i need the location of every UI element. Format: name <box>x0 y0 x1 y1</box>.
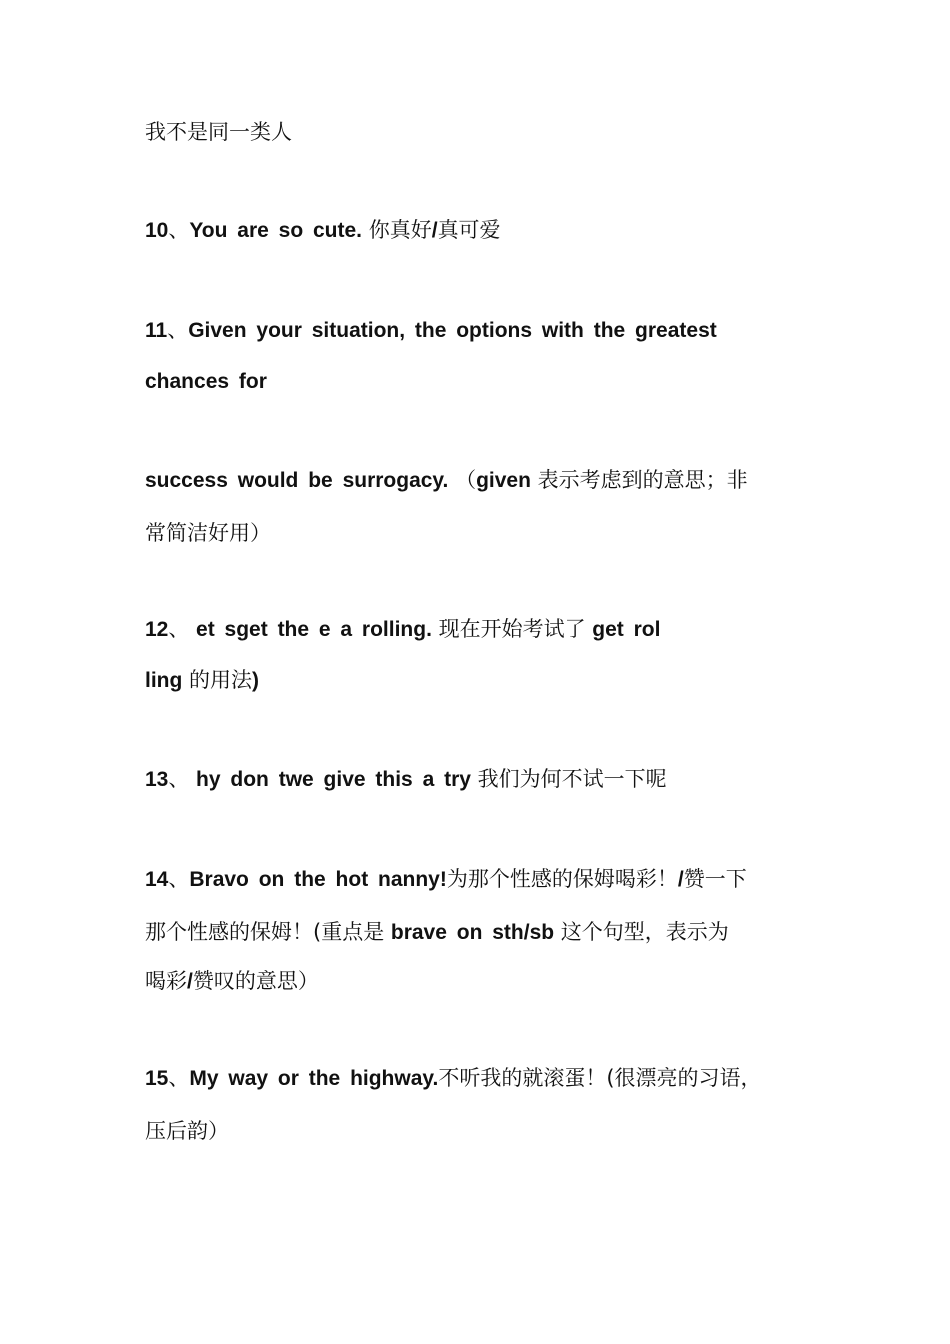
text-run: 、 <box>168 767 197 791</box>
text-run: 12 <box>145 618 169 641</box>
text-run: 常简洁好用） <box>145 521 271 545</box>
text-run: 、 <box>168 1066 190 1090</box>
text-line <box>145 366 815 397</box>
text-line <box>145 864 815 895</box>
text-run: 我不是同一类人 <box>145 120 292 144</box>
text-run: Given your situation, the options with the greatest <box>188 319 717 342</box>
text-run: You are so cute. <box>189 219 363 242</box>
text-run: 10 <box>145 219 169 242</box>
text-run: 现在开始考试了 <box>431 617 593 641</box>
text-run: 这个句型，表示为 <box>554 920 729 944</box>
text-run: 、 <box>168 218 190 242</box>
text-run: get rol <box>592 618 661 641</box>
text-run: 13 <box>145 768 169 791</box>
text-run: ling <box>145 669 183 692</box>
text-run: 、 <box>168 867 190 891</box>
text-run: ) <box>252 669 260 692</box>
text-run: success would be surrogacy. <box>145 469 449 492</box>
text-run: 赞叹的意思） <box>192 969 319 993</box>
text-line <box>145 966 815 997</box>
text-run: 11 <box>145 319 168 342</box>
text-line <box>145 764 815 795</box>
text-run: 你真好 <box>362 218 432 242</box>
text-line <box>145 315 815 346</box>
text-line <box>145 215 815 246</box>
text-run: （ <box>448 468 477 492</box>
text-run: brave on sth/sb <box>390 921 555 944</box>
text-line <box>145 465 815 496</box>
text-run: 为那个性感的保姆喝彩！ <box>446 867 678 891</box>
text-line <box>145 518 815 548</box>
text-run: 喝彩 <box>145 969 187 993</box>
text-run: 我们为何不试一下呢 <box>470 767 667 791</box>
text-run: Bravo on the hot nanny! <box>189 868 447 891</box>
text-run: / <box>677 868 684 891</box>
text-run: 赞一下 <box>683 867 747 891</box>
text-run: My way or the highway. <box>189 1067 439 1090</box>
text-run: / <box>187 970 193 993</box>
text-run: et sget the e a rolling. <box>196 618 432 641</box>
text-run: 的用法 <box>182 668 253 692</box>
text-run: 那个性感的保姆！(重点是 <box>145 920 391 944</box>
text-run: 压后韵） <box>145 1119 229 1143</box>
text-run: 不听我的就滚蛋！(很漂亮的习语， <box>438 1066 762 1090</box>
text-run: 、 <box>168 617 197 641</box>
text-run: / <box>431 219 438 242</box>
text-run: 真可爱 <box>437 218 501 242</box>
text-line <box>145 117 815 147</box>
text-line <box>145 665 815 696</box>
text-line <box>145 1063 815 1094</box>
text-run: hy don twe give this a try <box>196 768 471 791</box>
text-run: 15 <box>145 1067 169 1090</box>
text-run: 、 <box>167 318 189 342</box>
text-line <box>145 1116 815 1146</box>
text-run: chances for <box>145 370 267 393</box>
text-run: 14 <box>145 868 169 891</box>
text-run: given <box>476 469 531 492</box>
text-line <box>145 917 815 948</box>
text-run: 表示考虑到的意思；非 <box>530 468 748 492</box>
text-line <box>145 614 815 645</box>
